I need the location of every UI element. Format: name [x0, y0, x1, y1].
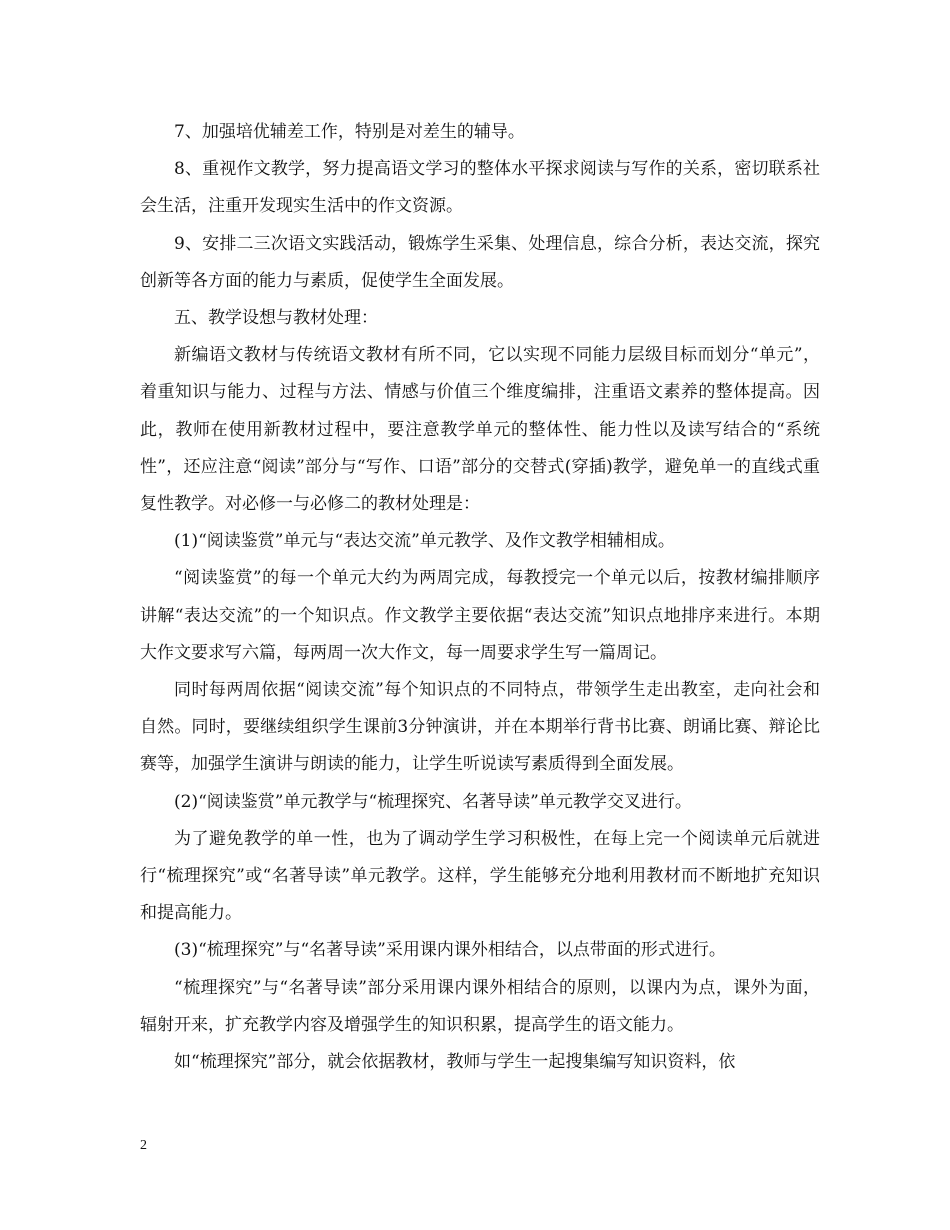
subheading: (2)“阅读鉴赏”单元教学与“梳理探究、名著导读”单元教学交叉进行。: [174, 791, 692, 812]
subheading: (3)“梳理探究”与“名著导读”采用课内课外相结合，以点带面的形式进行。: [174, 940, 726, 961]
subheading: (1)“阅读鉴赏”单元与“表达交流”单元教学、及作文教学相辅相成。: [174, 531, 675, 552]
paragraph: “阅读鉴赏”的每一个单元大约为两周完成，每教授完一个单元以后，按教材编排顺序讲解“表达交流”的一个知识点。作文教学主要依据“表达交流”知识点地排序来进行。本期大作文要求写六篇，每两周一次大作文，每一周要求学生写一篇周记。: [140, 568, 820, 663]
paragraph: 新编语文教材与传统语文教材有所不同，它以实现不同能力层级目标而划分“单元”，着重知识与能力、过程与方法、情感与价值三个维度编排，注重语文素养的整体提高。因此，教师在使用新教材过程中，要注意教学单元的整体性、能力性以及读写结合的“系统性”，还应注意“阅读”部分与“写作、口语”部分的交替式(穿插)教学，避免单一的直线式重复性教学。对必修一与必修二的教材处理是：: [140, 345, 820, 515]
paragraph: 如“梳理探究”部分，就会依据教材，教师与学生一起搜集编写知识资料，依: [174, 1052, 736, 1073]
page-body: [140, 114, 820, 1081]
page-number: 2: [140, 1138, 147, 1153]
paragraph: 同时每两周依据“阅读交流”每个知识点的不同特点，带领学生走出教室，走向社会和自然。同时，要继续组织学生课前3分钟演讲，并在本期举行背书比赛、朗诵比赛、辩论比赛等，加强学生演讲与朗读的能力，让学生听说读写素质得到全面发展。: [140, 680, 820, 775]
section-heading: 五、教学设想与教材处理：: [174, 308, 378, 329]
paragraph: 9、安排二三次语文实践活动，锻炼学生采集、处理信息，综合分析，表达交流，探究创新等各方面的能力与素质，促使学生全面发展。: [140, 233, 820, 291]
paragraph: 7、加强培优辅差工作，特别是对差生的辅导。: [174, 122, 525, 142]
paragraph: 为了避免教学的单一性，也为了调动学生学习积极性，在每上完一个阅读单元后就进行“梳理探究”或“名著导读”单元教学。这样，学生能够充分地利用教材而不断地扩充知识和提高能力。: [140, 828, 820, 924]
paragraph: “梳理探究”与“名著导读”部分采用课内课外相结合的原则，以课内为点，课外为面，辐射开来，扩充教学内容及增强学生的知识积累，提高学生的语文能力。: [140, 977, 820, 1035]
paragraph: 8、重视作文教学，努力提高语文学习的整体水平探求阅读与写作的关系，密切联系社会生活，注重开发现实生活中的作文资源。: [140, 159, 820, 217]
